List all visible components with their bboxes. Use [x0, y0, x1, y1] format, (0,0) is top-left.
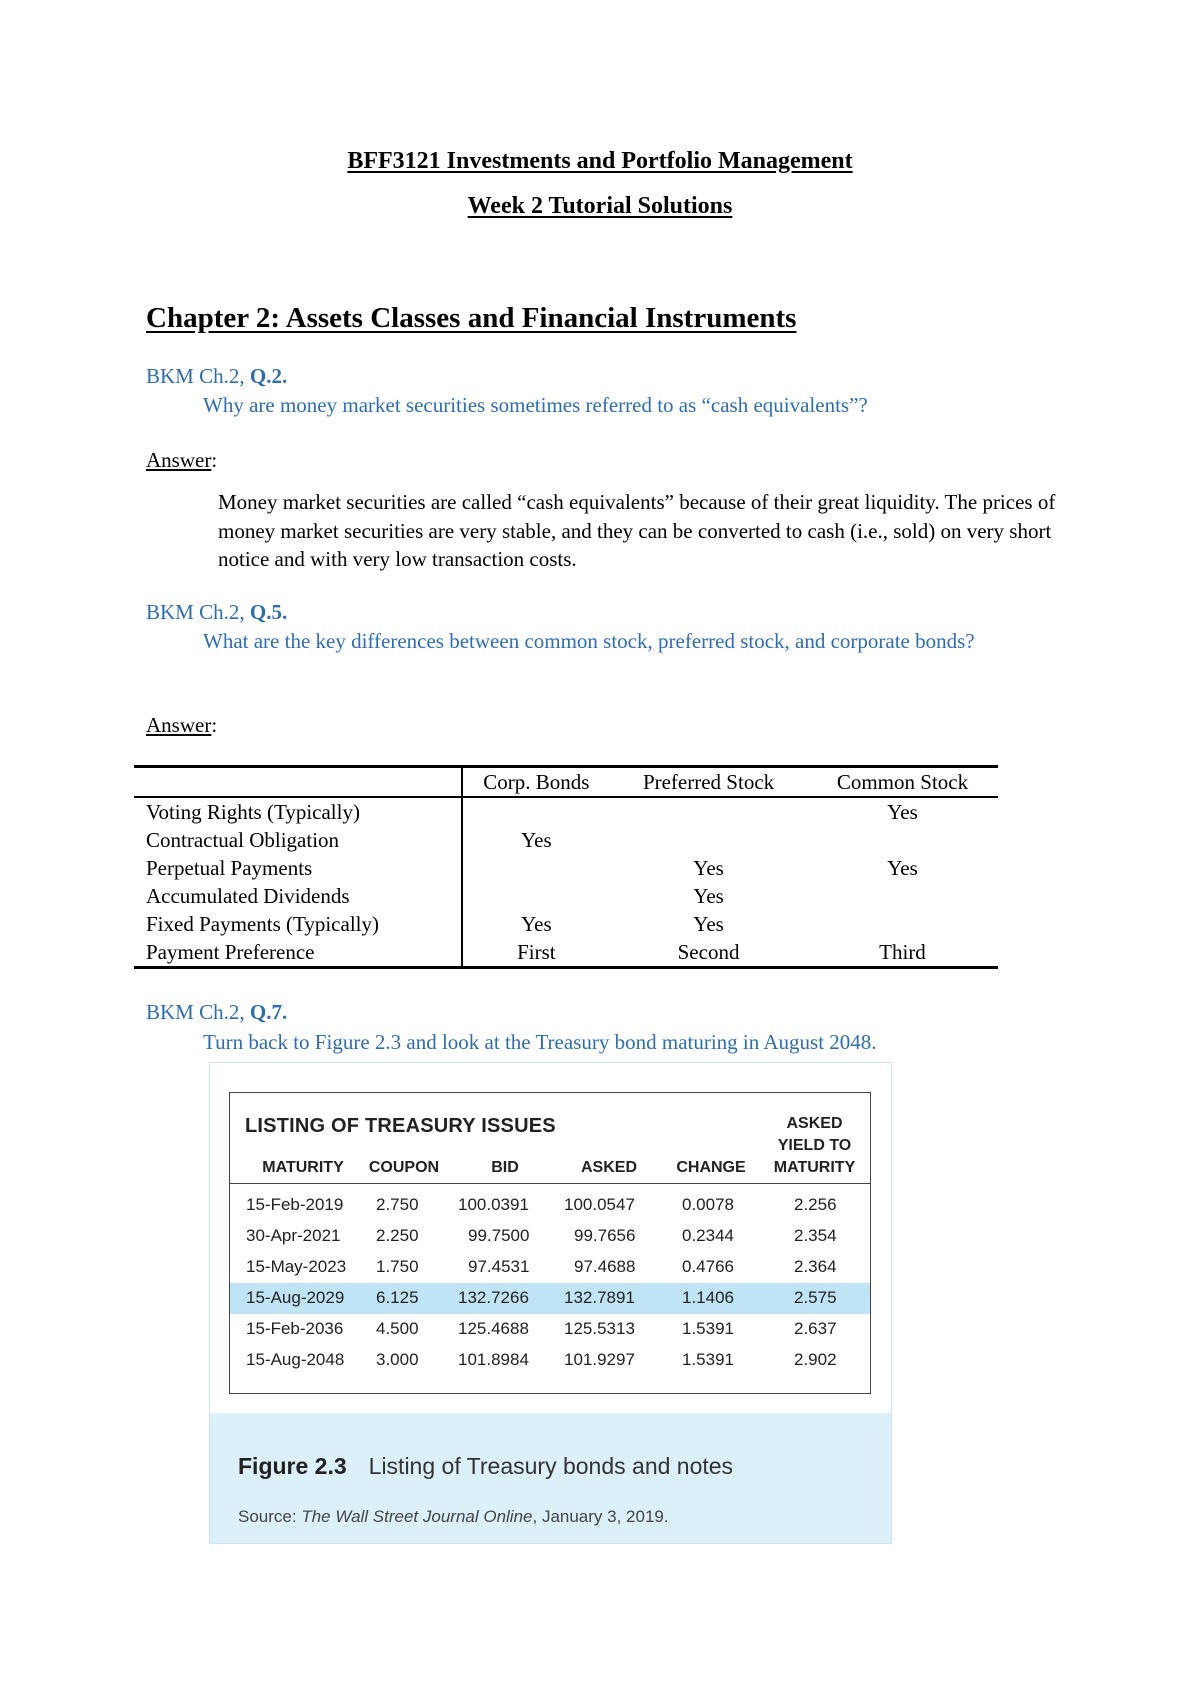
cell-preferred-stock [610, 797, 807, 826]
q2-reference: BKM Ch.2, Q.2. [146, 364, 288, 388]
asked-yield-header: ASKED YIELD TO MATURITY [773, 1115, 856, 1176]
course-title: BFF3121 Investments and Portfolio Management [347, 148, 853, 174]
col-change: CHANGE [676, 1159, 746, 1176]
table-row: 15-Aug-2048 3.000 101.8984 101.9297 1.5391 2.902 [246, 1350, 837, 1369]
tutorial-subtitle: Week 2 Tutorial Solutions [467, 193, 733, 219]
treasury-table-title: LISTING OF TREASURY ISSUES [245, 1115, 556, 1137]
col-asked: ASKED [580, 1159, 637, 1176]
cell-corp-bonds [462, 797, 611, 826]
chapter-title: Chapter 2: Assets Classes and Financial Instruments [146, 302, 797, 334]
header-preferred-stock: Preferred Stock [642, 770, 775, 794]
q5-reference: BKM Ch.2, Q.5. [146, 600, 288, 624]
cell-common-stock: Yes [887, 800, 918, 824]
q7-question: Turn back to Figure 2.3 and look at the Treasury bond maturing in August 2048. [203, 1030, 877, 1054]
caption-source: Source: The Wall Street Journal Online, January 3, 2019. [238, 1507, 669, 1526]
header-divider [230, 1183, 870, 1184]
row-label: Payment Preference [134, 938, 462, 968]
cell-common-stock [807, 826, 998, 854]
table-row [134, 826, 998, 854]
cell-preferred-stock: Second [677, 940, 740, 964]
cell-corp-bonds [462, 854, 611, 882]
figure-2-3 [209, 1062, 892, 1544]
row-label: Perpetual Payments [134, 854, 462, 882]
col-bid: BID [491, 1159, 519, 1176]
col-maturity: MATURITY [262, 1159, 344, 1176]
cell-common-stock: Yes [887, 856, 918, 880]
q2-answer-label: Answer: [146, 448, 218, 472]
row-label: Fixed Payments (Typically) [134, 910, 462, 938]
cell-corp-bonds: First [517, 940, 556, 964]
comparison-header-row [134, 767, 998, 798]
table-row [134, 938, 998, 968]
q5-answer-label: Answer: [146, 713, 218, 737]
table-row [134, 882, 998, 910]
cell-preferred-stock: Yes [693, 856, 724, 880]
treasury-listing-table [229, 1092, 871, 1394]
comparison-table [134, 765, 998, 969]
table-row: 15-Feb-2019 2.750 100.0391 100.0547 0.0078 2.256 [246, 1195, 837, 1214]
col-coupon: COUPON [368, 1159, 440, 1176]
cell-corp-bonds: Yes [521, 828, 552, 852]
table-row [134, 797, 998, 826]
caption-title: Figure 2.3 Listing of Treasury bonds and notes [238, 1453, 734, 1479]
table-row-highlighted: 15-Aug-2029 6.125 132.7266 132.7891 1.1406 2.575 [230, 1283, 870, 1314]
table-row [134, 910, 998, 938]
cell-common-stock [807, 882, 998, 910]
q2-answer-text: Money market securities are called “cash equivalents” because of their great liquidity. The prices of money market securities are very stable, and they can be converted to cash (i.e., sold) on very short notice and with very low transaction costs. [218, 490, 1056, 571]
header-corp-bonds: Corp. Bonds [483, 770, 590, 794]
q5-question: What are the key differences between common stock, preferred stock, and corporate bonds? [203, 629, 975, 653]
q2-question: Why are money market securities sometimes referred to as “cash equivalents”? [203, 393, 868, 417]
table-row: 30-Apr-2021 2.250 99.7500 99.7656 0.2344 2.354 [246, 1226, 837, 1245]
cell-common-stock [807, 910, 998, 938]
table-row: 15-Feb-2036 4.500 125.4688 125.5313 1.5391 2.637 [246, 1319, 837, 1338]
table-row [134, 854, 998, 882]
table-row: 15-May-2023 1.750 97.4531 97.4688 0.4766 2.364 [246, 1257, 837, 1276]
row-label: Contractual Obligation [134, 826, 462, 854]
q7-reference: BKM Ch.2, Q.7. [146, 1000, 288, 1024]
cell-corp-bonds: Yes [521, 912, 552, 936]
cell-preferred-stock: Yes [693, 884, 724, 908]
figure-caption [210, 1413, 891, 1543]
cell-preferred-stock: Yes [693, 912, 724, 936]
cell-common-stock: Third [879, 940, 926, 964]
row-label: Voting Rights (Typically) [134, 797, 462, 826]
header-common-stock: Common Stock [836, 770, 969, 794]
header-blank [134, 767, 462, 798]
row-label: Accumulated Dividends [134, 882, 462, 910]
cell-corp-bonds [462, 882, 611, 910]
cell-preferred-stock [610, 826, 807, 854]
